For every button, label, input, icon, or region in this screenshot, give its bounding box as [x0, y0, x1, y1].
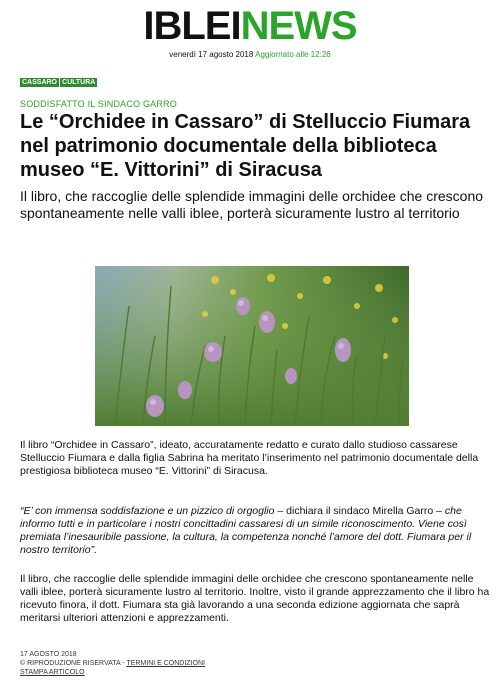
paragraph-1: Il libro “Orchidee in Cassaro”, ideato, accuratamente redatto e curato dallo studioso cassarese Stelluccio Fiumara e dalla figlia Sabrina ha meritato l’inserimento nel patrimonio documentale della prestigiosa biblioteca museo “E. Vittorini” di Siracusa. — [20, 439, 479, 477]
article-standfirst: Il libro, che raccoglie delle splendide immagini delle orchidee che crescono spontaneamente nelle valli iblee, porterà sicuramente lustro al territorio — [20, 188, 484, 221]
article-kicker: SODDISFATTO IL SINDACO GARRO — [20, 99, 177, 109]
logo-iblei: IBLEI — [143, 4, 241, 48]
paragraph-3: Il libro, che raccoglie delle splendide immagini delle orchidee che crescono spontaneamente nelle valli iblee, porterà sicuramente lustro al territorio. Inoltre, visto il grande apprezzamento che il libro ha ricevuto finora, il dott. Fiumara sta già lavorando a una seconda edizione aggiornata che saprà meritarsi ulteriori attenzioni e apprezzamenti. — [20, 573, 490, 624]
print-article-link[interactable]: STAMPA ARTICOLO — [20, 669, 85, 676]
updated-time: Aggiornato alle 12:26 — [255, 50, 331, 59]
quote-part-1: “E’ con immensa soddisfazione e un pizzico di orgoglio — [20, 505, 275, 517]
terms-link[interactable]: TERMINI E CONDIZIONI — [126, 660, 205, 667]
tag-cassaro[interactable]: CASSARO — [22, 79, 58, 86]
article-headline: Le “Orchidee in Cassaro” di Stelluccio Fiumara nel patrimonio documentale della biblioteca museo “E. Vittorini” di Siracusa — [20, 111, 471, 181]
quote-attribution: – dichiara il sindaco Mirella Garro – — [274, 505, 445, 517]
category-tags — [20, 78, 97, 87]
quote-paragraph — [20, 505, 490, 557]
footer-date: 17 AGOSTO 2018 — [20, 651, 77, 658]
rights-text: © RIPRODUZIONE RISERVATA - — [20, 660, 127, 667]
masthead — [0, 6, 500, 46]
tag-cultura[interactable]: CULTURA — [62, 79, 96, 86]
logo-news: NEWS — [240, 4, 357, 48]
current-date: venerdì 17 agosto 2018 — [169, 50, 254, 59]
footer-rights-line — [20, 659, 205, 668]
site-logo[interactable] — [0, 6, 500, 46]
dateline — [0, 50, 500, 59]
orchid-photo-image — [95, 266, 409, 426]
article-footer — [20, 650, 205, 677]
orchid-photo — [95, 266, 409, 426]
quote-part-2: che informo tutti e in particolare i nostri concittadini cassaresi di un simile riconoscimento. Viene così premiata l’inesauribile passione, la cultura, la competenza nonché l’amore del dott. Fiumara per il nostro territorio”. — [20, 505, 472, 556]
